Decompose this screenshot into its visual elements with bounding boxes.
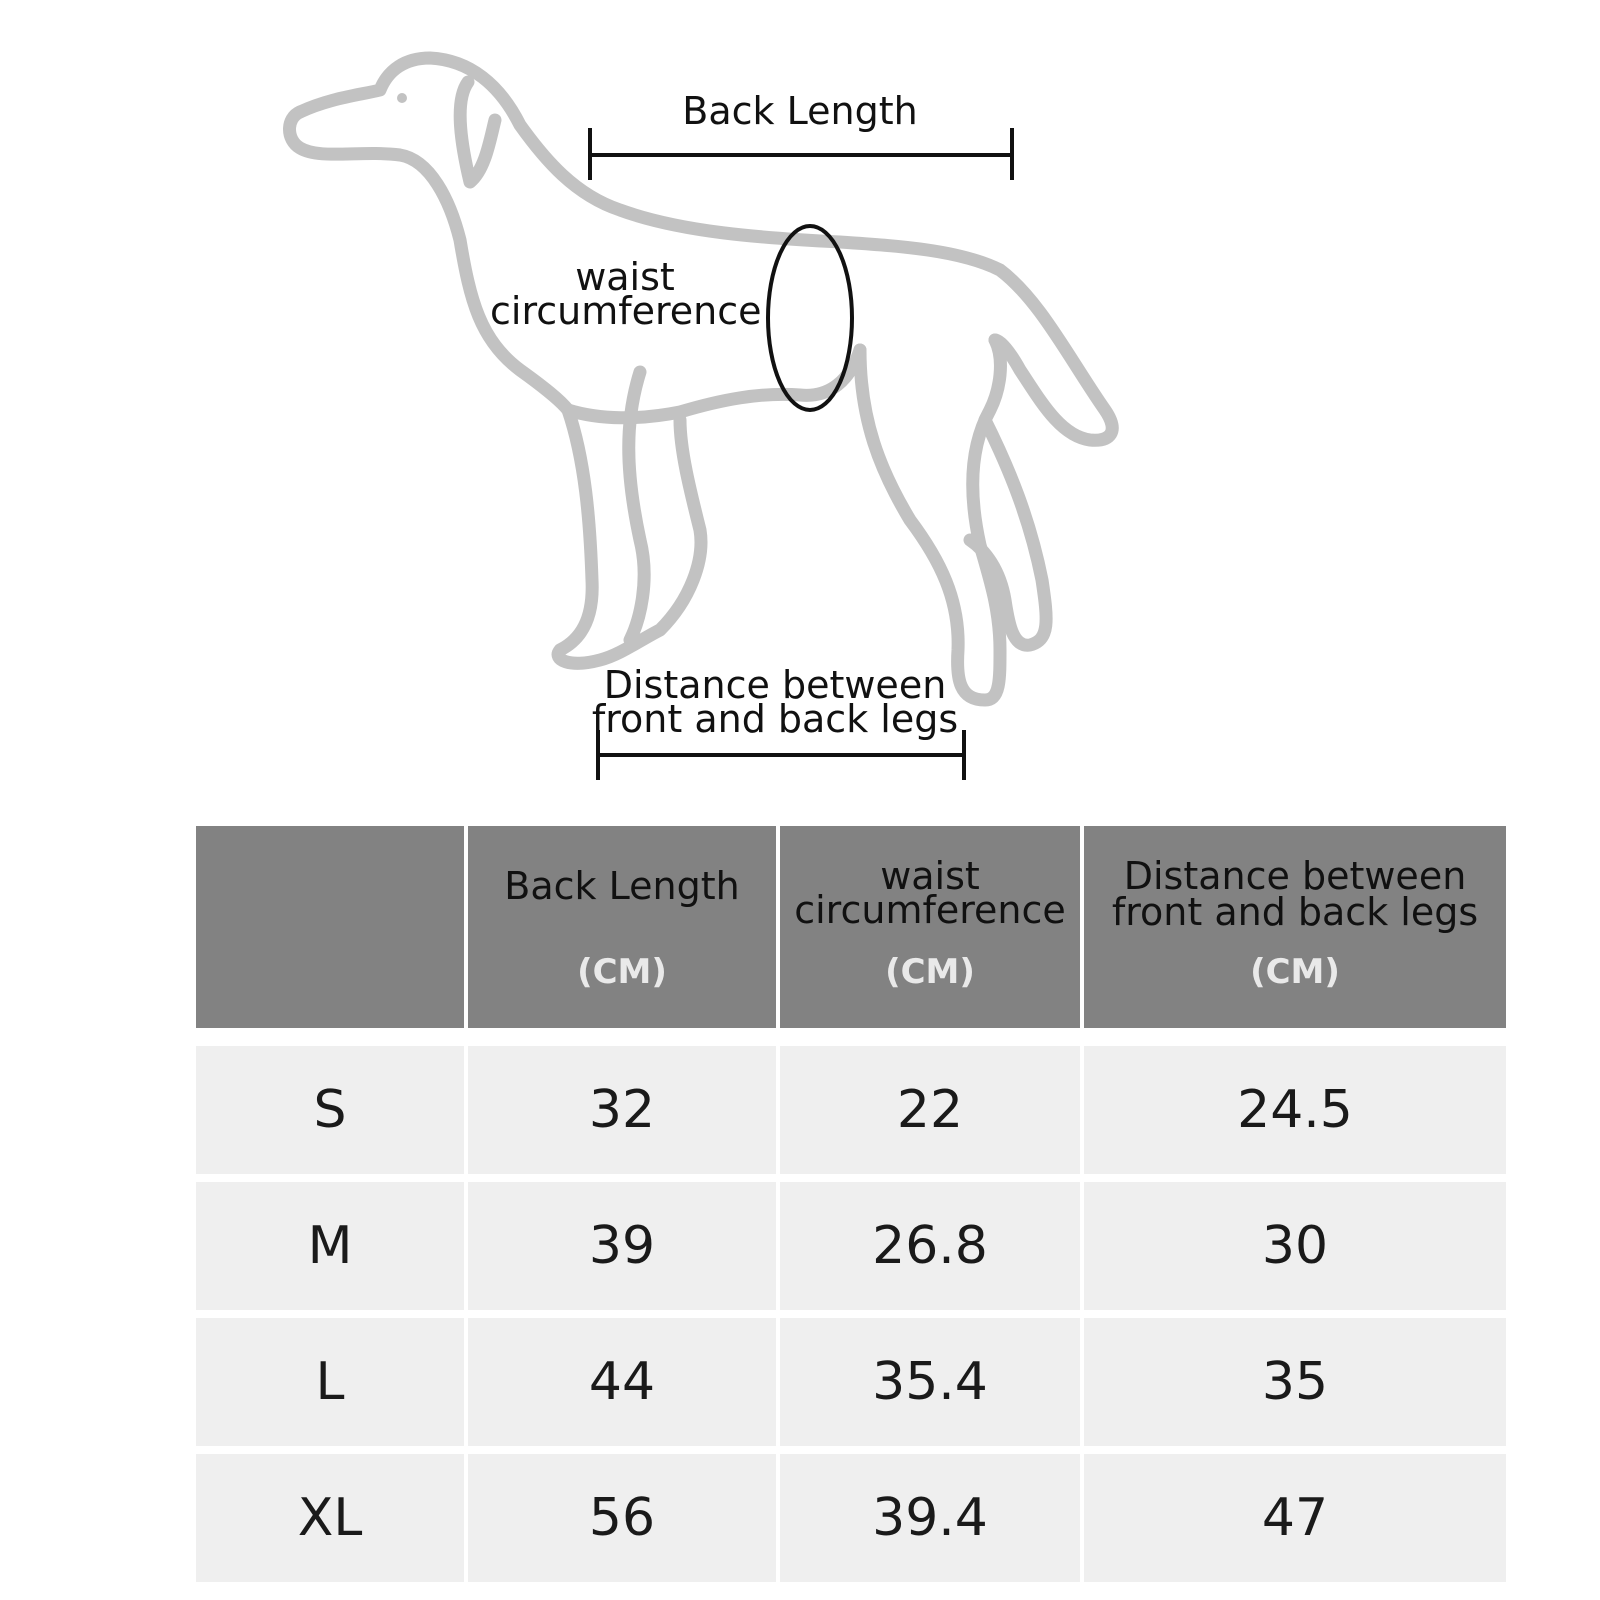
back-length-cell: 39 xyxy=(468,1182,776,1310)
waist-cell: 22 xyxy=(780,1046,1080,1174)
header-title-line2: circumference xyxy=(794,888,1066,932)
waist-cell: 35.4 xyxy=(780,1318,1080,1446)
size-chart-table xyxy=(196,826,1506,1600)
distance-cell: 47 xyxy=(1084,1454,1506,1582)
distance-cell: 35 xyxy=(1084,1318,1506,1446)
header-title: waist xyxy=(880,854,980,898)
back-length-cell: 44 xyxy=(468,1318,776,1446)
waist-circumference-label xyxy=(490,255,762,333)
distance-label-line1: Distance between xyxy=(603,663,947,707)
header-unit: (CM) xyxy=(577,952,667,992)
header-unit: (CM) xyxy=(885,952,975,992)
size-cell: S xyxy=(196,1046,464,1174)
waist-label-line2: circumference xyxy=(490,289,762,333)
header-cell-waist xyxy=(780,826,1080,1028)
header-cell-back-length xyxy=(468,826,776,1028)
header-title: Back Length xyxy=(504,864,740,908)
distance-cell: 24.5 xyxy=(1084,1046,1506,1174)
leg-distance-label xyxy=(590,663,960,741)
back-length-cell: 32 xyxy=(468,1046,776,1174)
waist-label-line1: waist xyxy=(575,255,675,299)
header-title: Distance between xyxy=(1123,854,1467,898)
waist-cell: 26.8 xyxy=(780,1182,1080,1310)
size-cell: M xyxy=(196,1182,464,1310)
waist-cell: 39.4 xyxy=(780,1454,1080,1582)
back-length-cell: 56 xyxy=(468,1454,776,1582)
distance-cell: 30 xyxy=(1084,1182,1506,1310)
waist-circumference-ring xyxy=(768,226,852,410)
header-cell-size xyxy=(196,826,464,1028)
back-length-label: Back Length xyxy=(682,89,918,133)
header-title-line2: front and back legs xyxy=(1111,890,1479,934)
header-unit: (CM) xyxy=(1250,952,1340,992)
size-cell: XL xyxy=(196,1454,464,1582)
distance-label-line2: front and back legs xyxy=(591,697,959,741)
size-cell: L xyxy=(196,1318,464,1446)
header-cell-distance xyxy=(1084,826,1506,1028)
